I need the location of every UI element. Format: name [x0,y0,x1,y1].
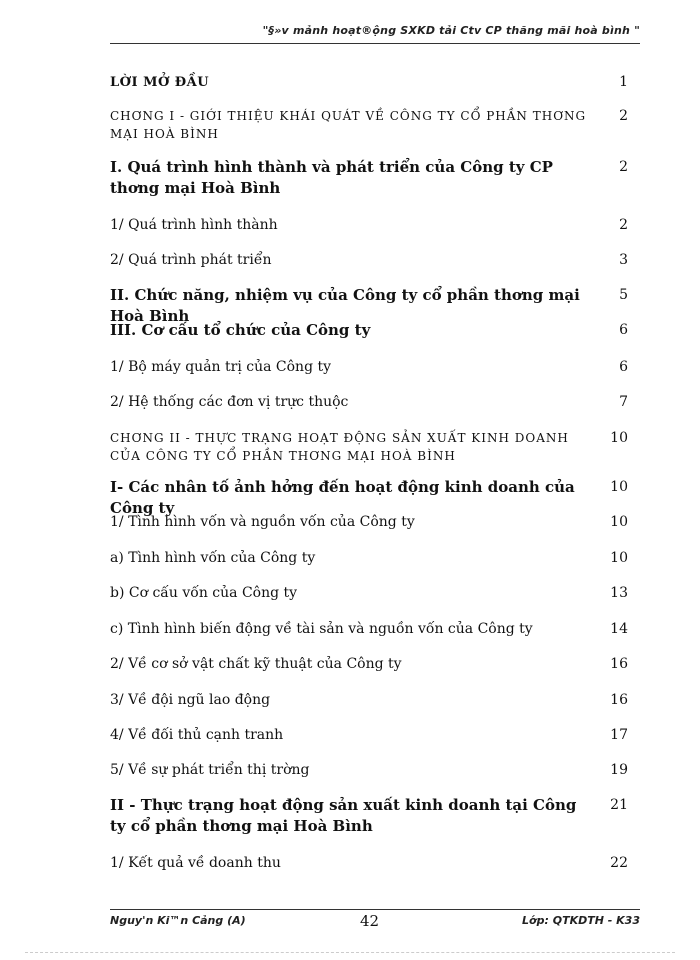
toc-entry-page: 1 [619,74,628,90]
toc-entry-title: 1/ Quá trình hình thành [110,217,278,233]
toc-entry-page: 2 [619,217,628,233]
toc-entry-title: 5/ Về sự phát triển thị trờng [110,762,310,778]
toc-entry-page: 21 [610,797,628,813]
toc-entry-page: 17 [610,727,628,743]
toc-entry-page: 19 [610,762,628,778]
toc-entry-title: b) Cơ cấu vốn của Công ty [110,585,298,601]
toc-entry-title: c) Tình hình biến động về tài sản và nguồn vốn của Công ty [110,621,533,637]
toc-entry-title: LỜI MỞ ĐẦU [110,75,210,90]
toc-entry-page: 10 [610,550,628,566]
toc-entry-title: III. Cơ cấu tổ chức của Công ty [110,321,371,339]
toc-entry-title: I- Các nhân tố ảnh hởng đến hoạt động kinh doanh của Công ty [110,478,575,517]
toc-entry-page: 6 [619,359,628,375]
toc-entry-title: II. Chức năng, nhiệm vụ của Công ty cổ phần thơng mại Hoà Bình [110,286,580,325]
toc-entry-page: 10 [610,514,628,530]
toc-entry-page: 16 [610,656,628,672]
toc-entry-title: 3/ Về đội ngũ lao động [110,692,271,708]
toc-entry-page: 13 [610,585,628,601]
footer-class: Lớp: QTKDTH - K33 [522,914,640,927]
toc-entry-page: 10 [610,430,628,446]
toc-entry-title: 1/ Kết quả về doanh thu [110,855,281,871]
toc-entry-title: 2/ Hệ thống các đơn vị trực thuộc [110,394,349,410]
toc-entry-title: a) Tình hình vốn của Công ty [110,550,316,566]
toc-entry-page: 2 [619,108,628,124]
toc-entry-title: II - Thực trạng hoạt động sản xuất kinh doanh tại Công ty cổ phần thơng mại Hoà Bình [110,796,577,835]
toc-entry-title: 1/ Tình hình vốn và nguồn vốn của Công ty [110,514,415,530]
toc-entry-title: CHƠNG II - THỰC TRẠNG HOẠT ĐỘNG SẢN XUẤT KINH DOANH CỦA CÔNG TY CỔ PHẦN THƠNG MẠI HOÀ BÌNH [110,431,569,463]
toc-entry-page: 22 [610,855,628,871]
footer-rule [110,909,640,910]
toc-entry-page: 14 [610,621,628,637]
toc-entry-page: 2 [619,159,628,175]
toc-entry-title: 2/ Quá trình phát triển [110,252,272,268]
toc-entry-page: 5 [619,287,628,303]
toc-entry-page: 7 [619,394,628,410]
header-rule [110,43,640,44]
footer-author: Nguy'n Ki™n Cảng (A) [110,914,246,927]
toc-entry-title: CHƠNG I - GIỚI THIỆU KHÁI QUÁT VỀ CÔNG TY CỔ PHẦN THƠNG MẠI HOÀ BÌNH [110,109,587,141]
toc-entry-title: 1/ Bộ máy quản trị của Công ty [110,359,332,375]
toc-entry-title: 2/ Về cơ sở vật chất kỹ thuật của Công ty [110,656,402,672]
footer-page-number: 42 [360,912,380,930]
toc-entry-title: I. Quá trình hình thành và phát triển của Công ty CP thơng mại Hoà Bình [110,158,553,197]
toc-entry-title: 4/ Về đối thủ cạnh tranh [110,727,284,743]
toc-entry-page: 10 [610,479,628,495]
toc-entry-page: 6 [619,322,628,338]
toc-entry-page: 16 [610,692,628,708]
toc-entry-page: 3 [619,252,628,268]
page-cut-line [25,952,675,953]
running-header: "§»v mảnh hoạt®ộng SXKD tải Ctv CP thăng mãi hoà bình " [262,24,640,37]
